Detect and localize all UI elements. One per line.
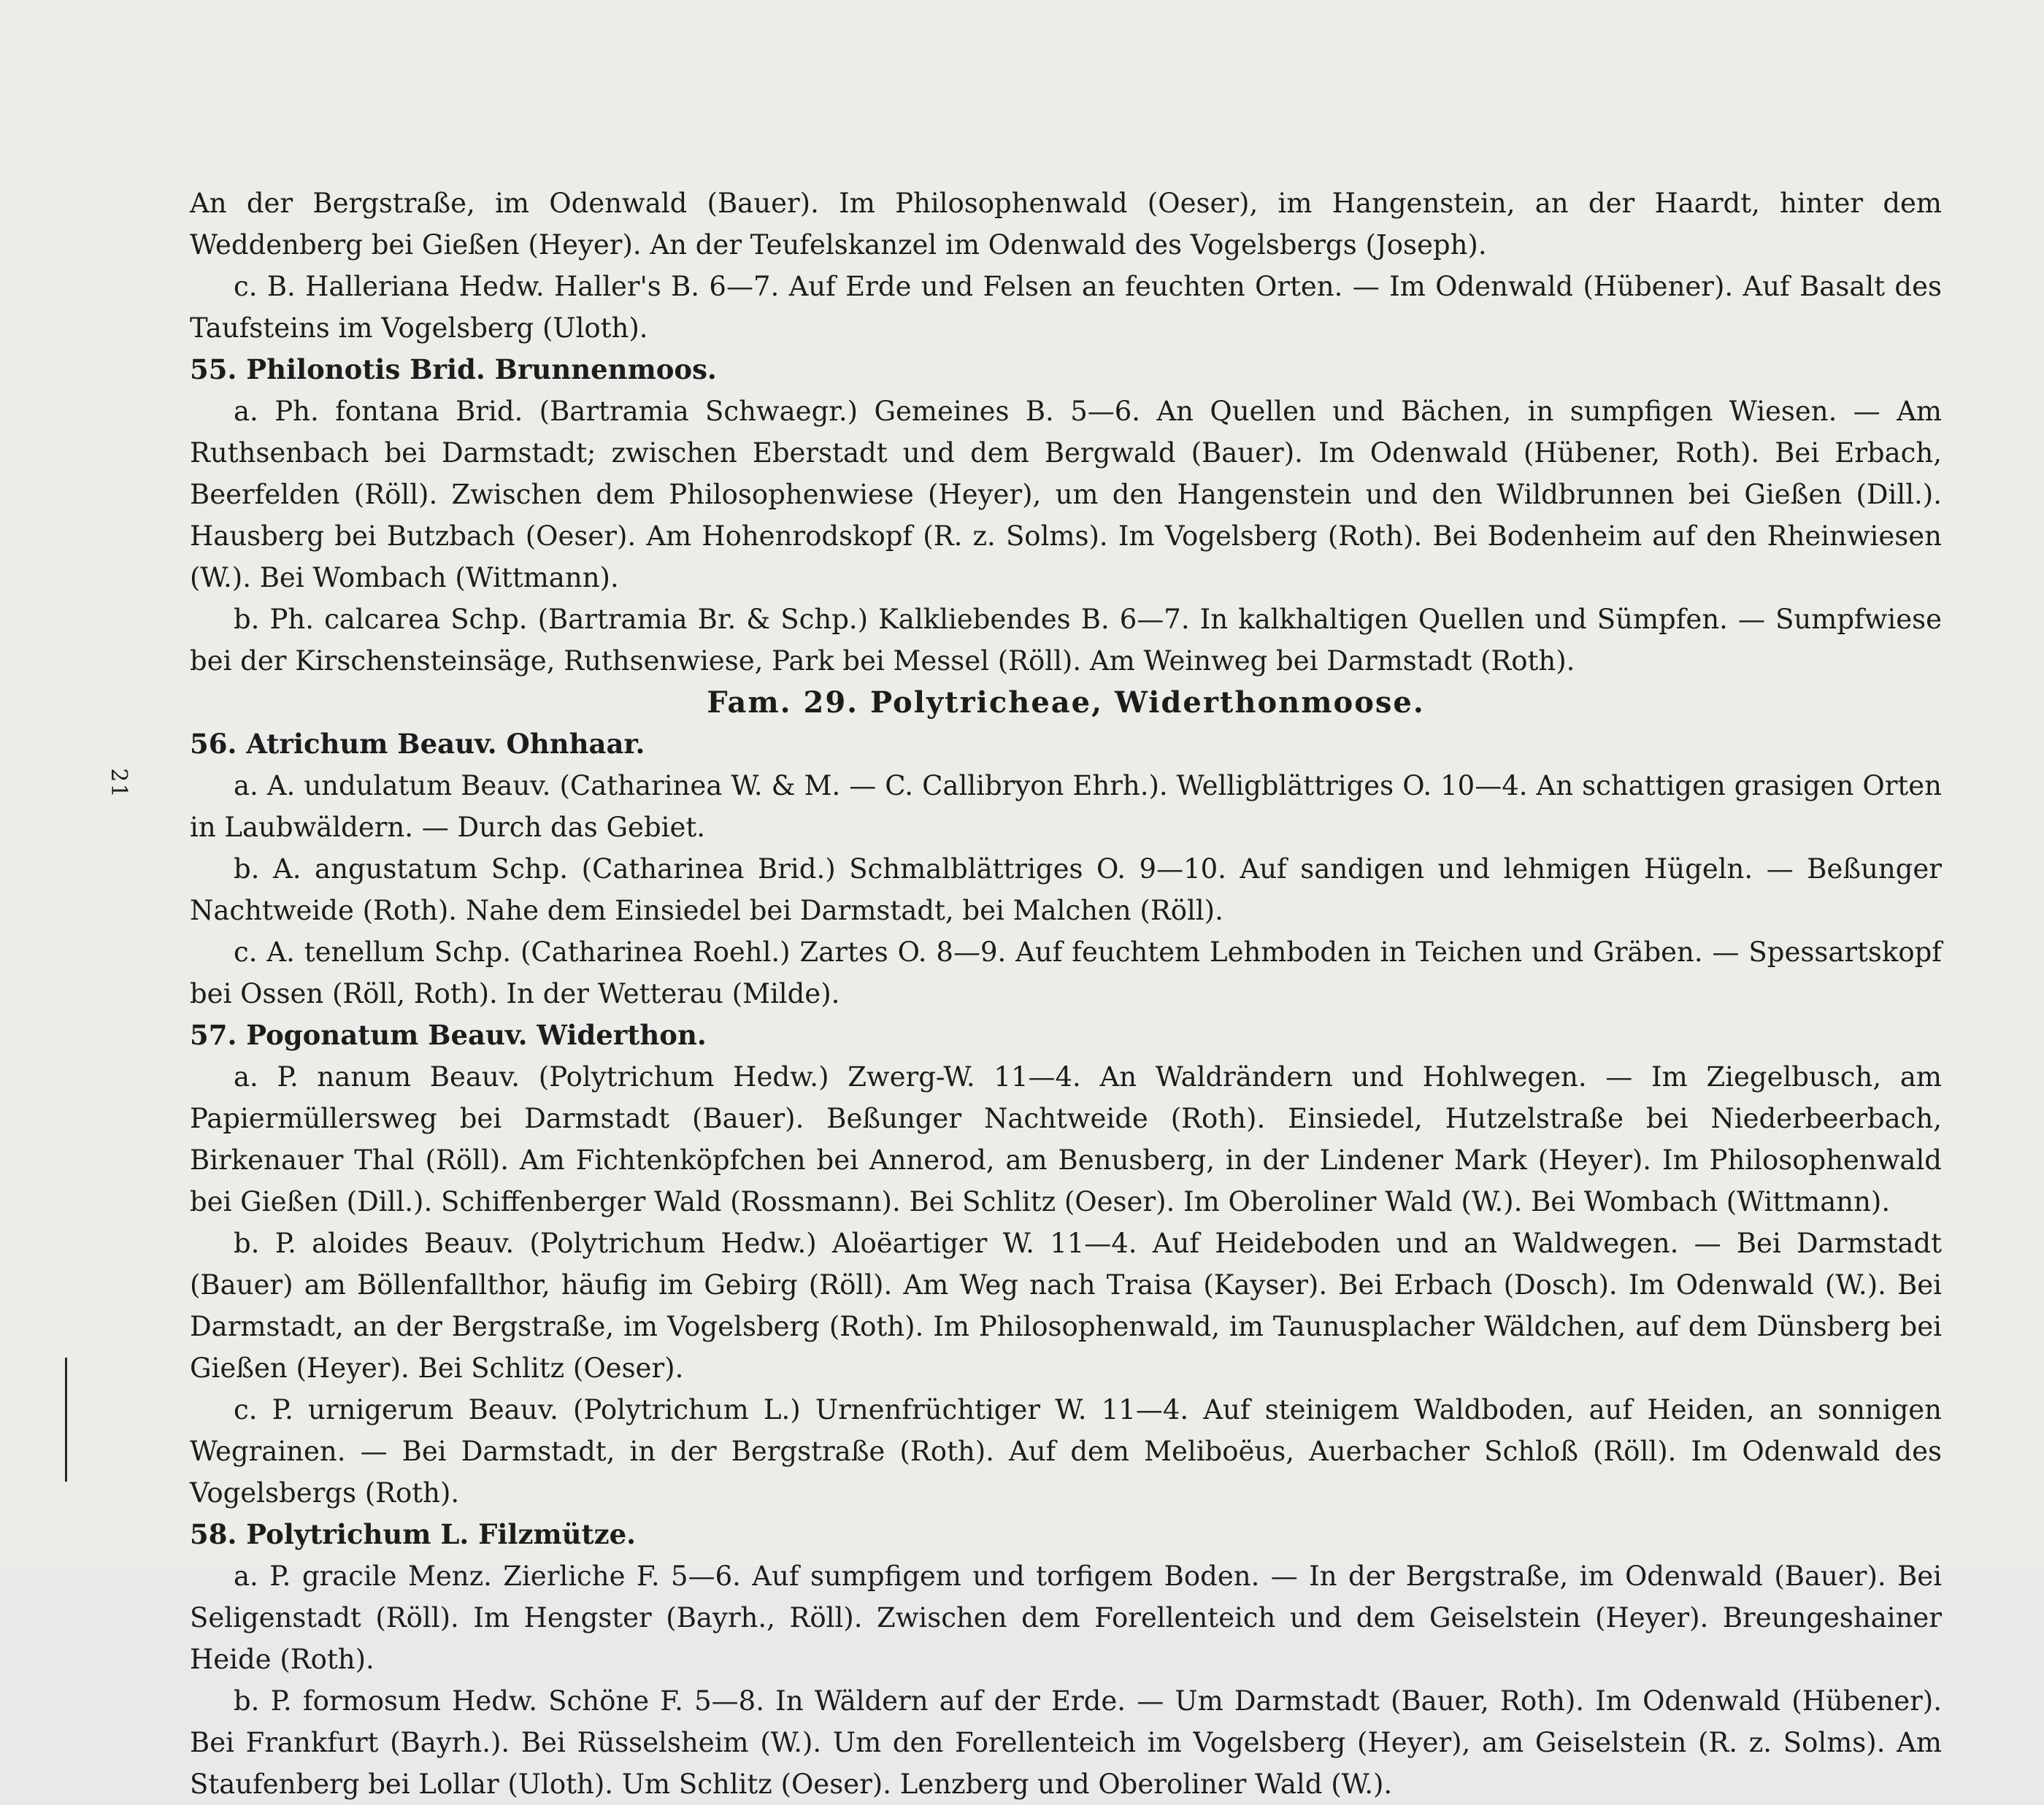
species-entry: c. P. urnigerum Beauv. (Polytrichum L.) Urnenfrüchtiger W. 11—4. Auf steinigem Waldboden, auf Heiden, an sonnigen Wegrainen. — Bei Darmstadt, in der Bergstraße (Roth). Auf dem Meliboëus, Auerbacher Schloß (Röll). Im Odenwald des Vogelsbergs (Roth). <box>190 1394 1942 1509</box>
body-text-block <box>190 182 1942 1805</box>
species-entry: a. P. gracile Menz. Zierliche F. 5—6. Auf sumpfigem und torfigem Boden. — In der Bergstraße, im Odenwald (Bauer). Bei Seligenstadt (Röll). Im Hengster (Bayrh., Röll). Zwischen dem Forellenteich und dem Geiselstein (Heyer). Breungeshainer Heide (Roth). <box>190 1560 1942 1675</box>
family-heading: Fam. 29. Polytricheae, Widerthonmoose. <box>707 685 1425 720</box>
genus-heading: 55. Philonotis Brid. Brunnenmoos. <box>190 353 717 385</box>
genus-heading: 56. Atrichum Beauv. Ohnhaar. <box>190 728 645 760</box>
species-entry: a. Ph. fontana Brid. (Bartramia Schwaegr.) Gemeines B. 5—6. An Quellen und Bächen, in sumpfigen Wiesen. — Am Ruthsenbach bei Darmstadt; zwischen Eberstadt und dem Bergwald (Bauer). Im Odenwald (Hübener, Roth). Bei Erbach, Beerfelden (Röll). Zwischen dem Philosophenwiese (Heyer), um den Hangenstein und den Wildbrunnen bei Gießen (Dill.). Hausberg bei Butzbach (Oeser). Am Hohenrodskopf (R. z. Solms). Im Vogelsberg (Roth). Bei Bodenheim auf den Rheinwiesen (W.). Bei Wombach (Wittmann). <box>190 396 1942 593</box>
body-text <box>190 182 1942 1805</box>
genus-heading: 57. Pogonatum Beauv. Widerthon. <box>190 1019 707 1051</box>
genus-heading: 58. Polytrichum L. Filzmütze. <box>190 1518 637 1550</box>
species-entry: b. P. formosum Hedw. Schöne F. 5—8. In Wäldern auf der Erde. — Um Darmstadt (Bauer, Roth). Im Odenwald (Hübener). Bei Frankfurt (Bayrh.). Bei Rüsselsheim (W.). Um den Forellenteich im Vogelsberg (Heyer), am Geiselstein (R. z. Solms). Am Staufenberg bei Lollar (Uloth). Um Schlitz (Oeser). Lenzberg und Oberoliner Wald (W.). <box>190 1685 1942 1800</box>
species-entry: c. B. Halleriana Hedw. Haller's B. 6—7. Auf Erde und Felsen an feuchten Orten. — Im Odenwald (Hübener). Auf Basalt des Taufsteins im Vogelsberg (Uloth). <box>190 271 1942 344</box>
paragraph: An der Bergstraße, im Odenwald (Bauer). Im Philosophenwald (Oeser), im Hangenstein, an der Haardt, hinter dem Weddenberg bei Gießen (Heyer). An der Teufelskanzel im Odenwald des Vogelsbergs (Joseph). <box>190 188 1942 261</box>
species-entry: b. Ph. calcarea Schp. (Bartramia Br. & Schp.) Kalkliebendes B. 6—7. In kalkhaltigen Quellen und Sümpfen. — Sumpfwiese bei der Kirschensteinsäge, Ruthsenwiese, Park bei Messel (Röll). Am Weinweg bei Darmstadt (Roth). <box>190 604 1942 677</box>
species-entry: c. A. tenellum Schp. (Catharinea Roehl.) Zartes O. 8—9. Auf feuchtem Lehmboden in Teichen und Gräben. — Spessartskopf bei Ossen (Röll, Roth). In der Wetterau (Milde). <box>190 936 1942 1009</box>
page-number: 21 <box>106 768 131 799</box>
species-entry: a. A. undulatum Beauv. (Catharinea W. & M. — C. Callibryon Ehrh.). Welligblättriges O. 10—4. An schattigen grasigen Orten in Laubwäldern. — Durch das Gebiet. <box>190 770 1942 843</box>
species-entry: a. P. nanum Beauv. (Polytrichum Hedw.) Zwerg-W. 11—4. An Waldrändern und Hohlwegen. — Im Ziegelbusch, am Papiermüllersweg bei Darmstadt (Bauer). Beßunger Nachtweide (Roth). Einsiedel, Hutzelstraße bei Niederbeerbach, Birkenauer Thal (Röll). Am Fichtenköpfchen bei Annerod, am Benusberg, in der Lindener Mark (Heyer). Im Philosophenwald bei Gießen (Dill.). Schiffenberger Wald (Rossmann). Bei Schlitz (Oeser). Im Oberoliner Wald (W.). Bei Wombach (Wittmann). <box>190 1061 1942 1217</box>
species-entry: b. P. aloides Beauv. (Polytrichum Hedw.) Aloëartiger W. 11—4. Auf Heideboden und an Waldwegen. — Bei Darmstadt (Bauer) am Böllenfallthor, häufig im Gebirg (Röll). Am Weg nach Traisa (Kayser). Bei Erbach (Dosch). Im Odenwald (W.). Bei Darmstadt, an der Bergstraße, im Vogelsberg (Roth). Im Philosophenwald, im Taunusplacher Wäldchen, auf dem Dünsberg bei Gießen (Heyer). Bei Schlitz (Oeser). <box>190 1228 1942 1384</box>
header-rule <box>65 1358 67 1482</box>
species-entry: b. A. angustatum Schp. (Catharinea Brid.) Schmalblättriges O. 9—10. Auf sandigen und lehmigen Hügeln. — Beßunger Nachtweide (Roth). Nahe dem Einsiedel bei Darmstadt, bei Malchen (Röll). <box>190 853 1942 926</box>
